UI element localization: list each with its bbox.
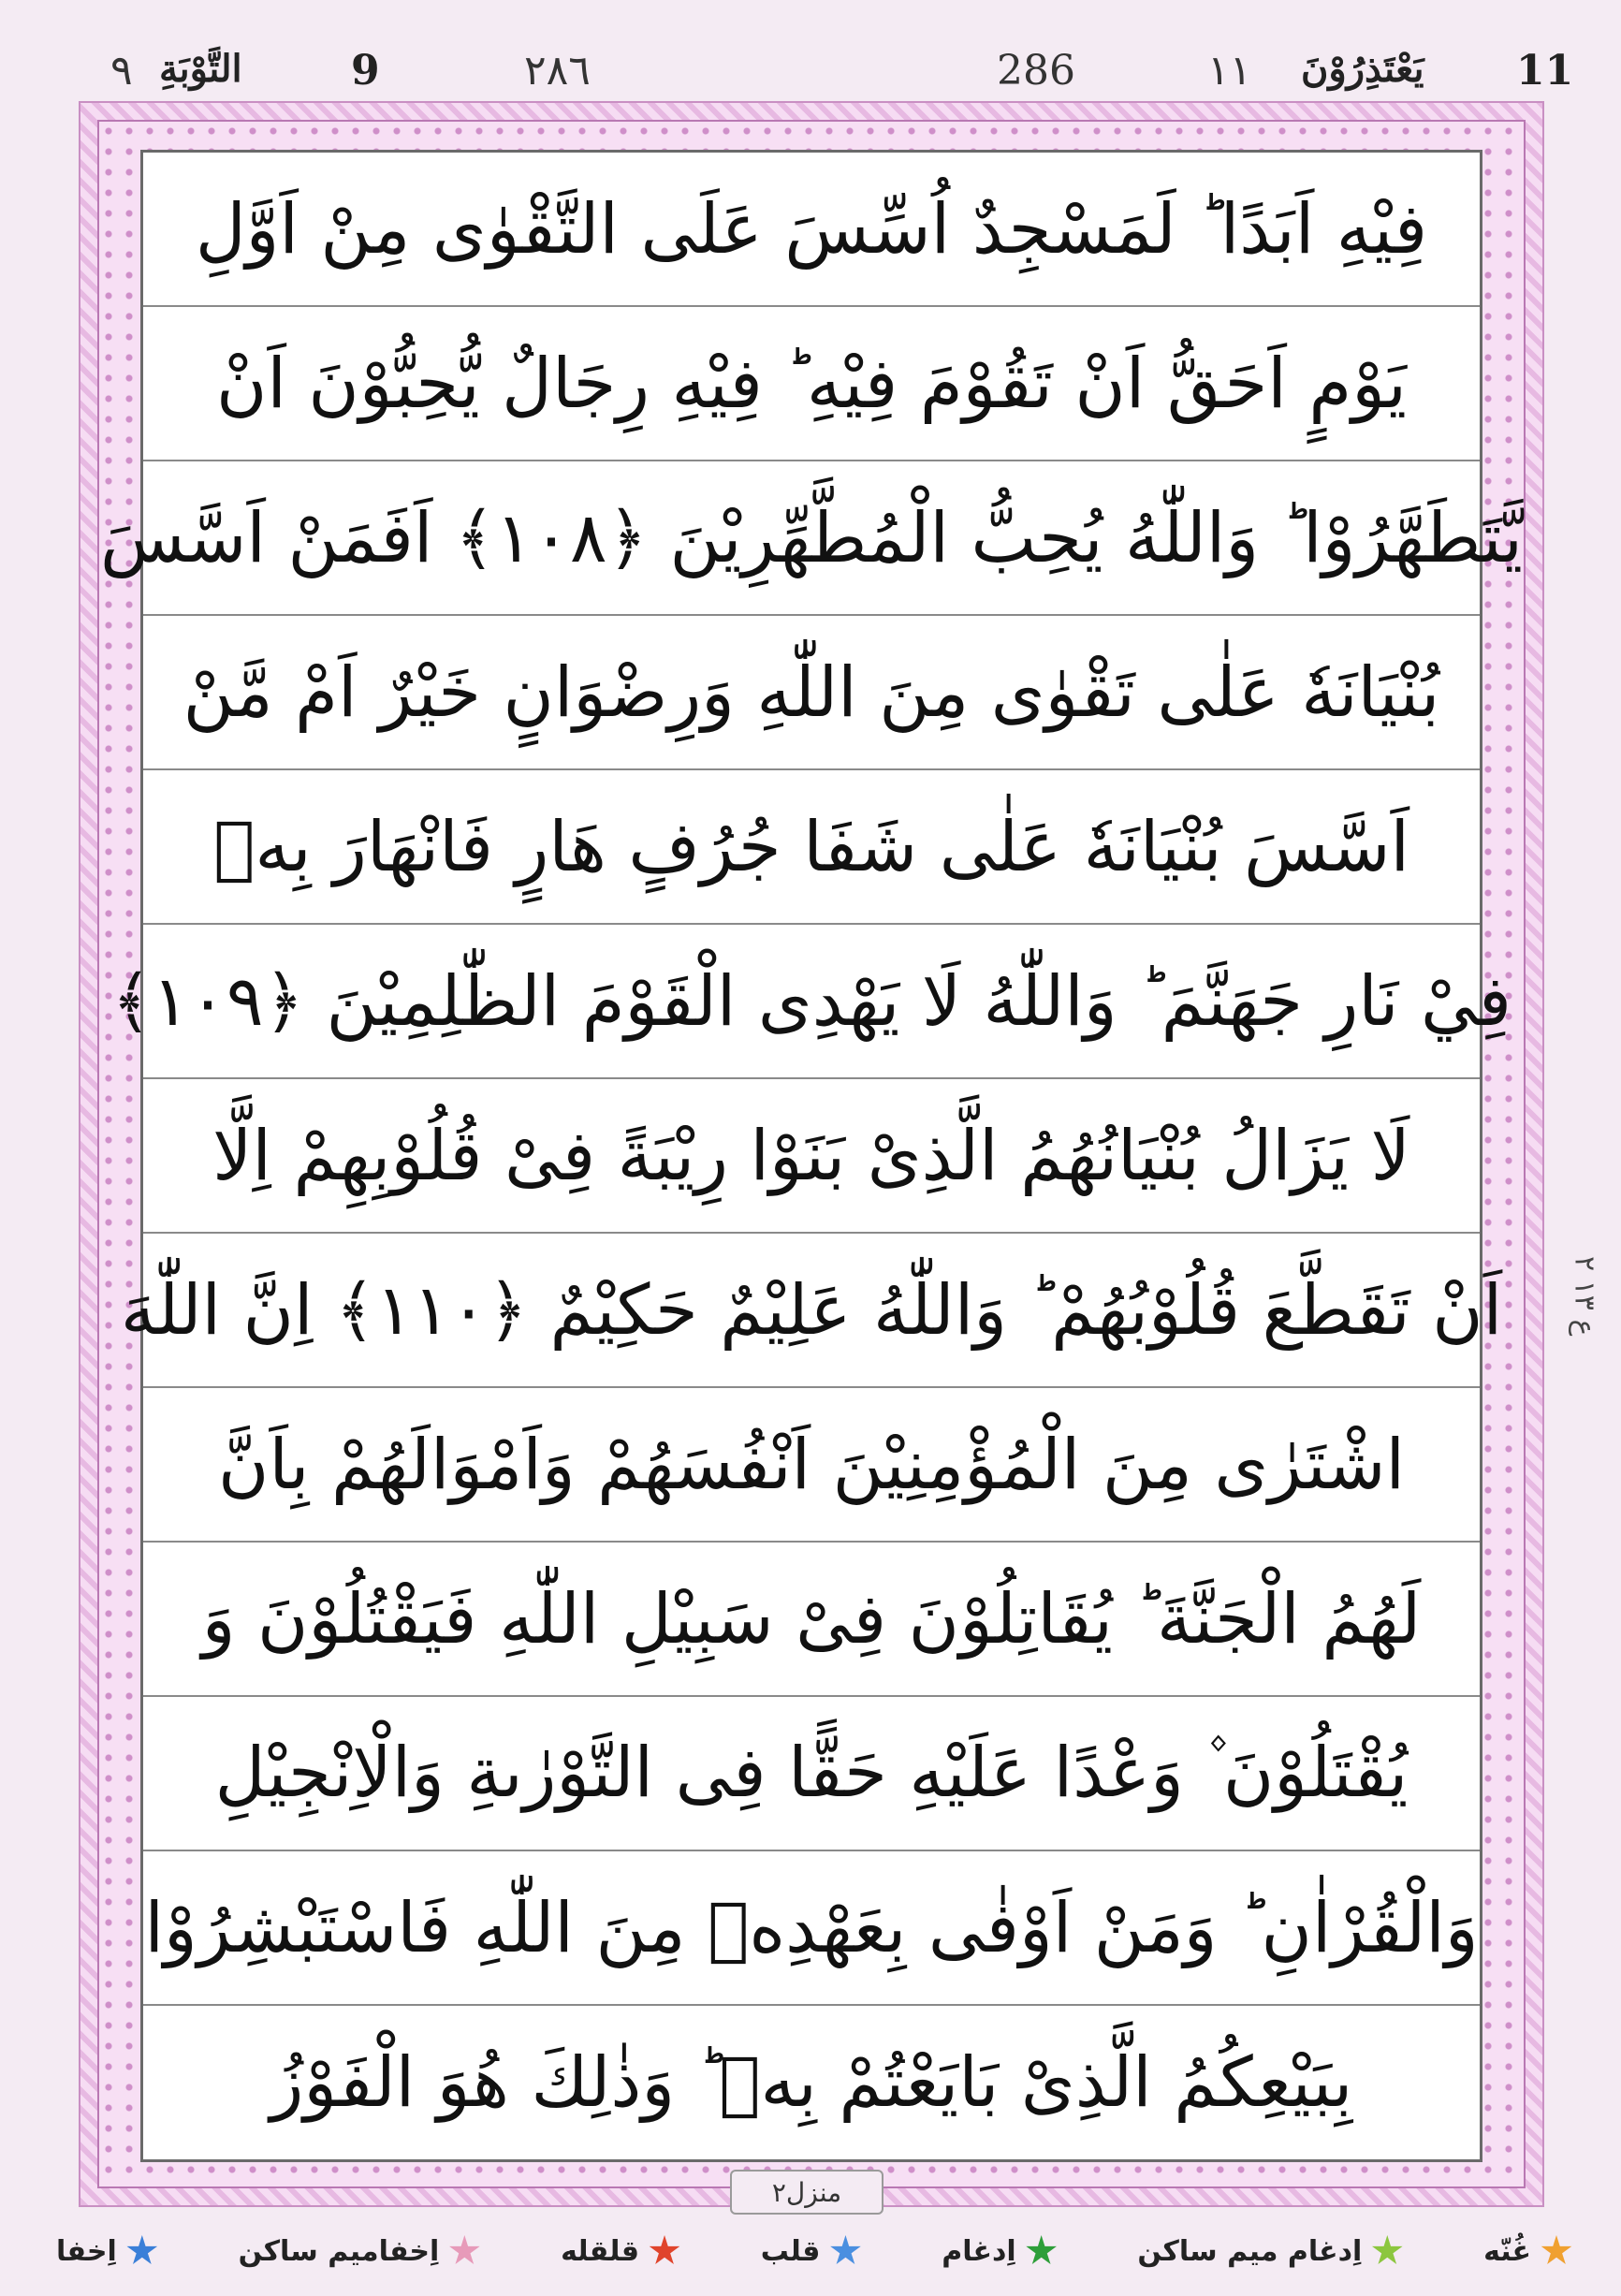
legend-item: قلقله — [561, 2235, 680, 2268]
verse-line-2: يَوْمٍ اَحَقُّ اَنْ تَقُوْمَ فِيْهِ ؕ فِيْهِ رِجَالٌ يُّحِبُّوْنَ اَنْ — [143, 307, 1480, 461]
star-icon — [1371, 2235, 1403, 2267]
surah-number: 9 — [351, 47, 380, 95]
verse-line-12: وَالْقُرْاٰنِ ؕ وَمَنْ اَوْفٰى بِعَهْدِهٖ مِنَ اللّٰهِ فَاسْتَبْشِرُوْا — [143, 1851, 1480, 2006]
star-icon — [829, 2235, 861, 2267]
page-header — [0, 0, 1621, 112]
verse-line-4: بُنْيَانَهٗ عَلٰى تَقْوٰى مِنَ اللّٰهِ وَرِضْوَانٍ خَيْرٌ اَمْ مَّنْ — [143, 616, 1480, 770]
juz-number: 11 — [1516, 47, 1574, 95]
page-number-arabic: ٢٨٦ — [524, 47, 591, 95]
legend-item: اِخفا — [56, 2235, 158, 2268]
page-number: 286 — [997, 47, 1075, 95]
star-icon — [1026, 2235, 1058, 2267]
legend-item: اِخفامیم ساکن — [239, 2235, 481, 2268]
star-icon — [1541, 2235, 1572, 2267]
verse-line-7: لَا يَزَالُ بُنْيَانُهُمُ الَّذِىْ بَنَوْا رِيْبَةً فِىْ قُلُوْبِهِمْ اِلَّا — [143, 1079, 1480, 1234]
juz-name: يَعْتَذِرُوْنَ — [1301, 47, 1424, 91]
verse-line-5: اَسَّسَ بُنْيَانَهٗ عَلٰى شَفَا جُرُفٍ هَارٍ فَانْهَارَ بِهٖ — [143, 770, 1480, 925]
verse-line-13: بِبَيْعِكُمُ الَّذِىْ بَايَعْتُمْ بِهٖ ؕ وَذٰلِكَ هُوَ الْفَوْزُ — [270, 2042, 1353, 2123]
verse-line-6: فِيْ نَارِ جَهَنَّمَ ؕ وَاللّٰهُ لَا يَهْدِى الْقَوْمَ الظّٰلِمِيْنَ ﴿١٠٩﴾ — [143, 925, 1480, 1079]
star-icon — [448, 2235, 480, 2267]
star-icon — [126, 2235, 158, 2267]
legend-item: غُنّه — [1483, 2235, 1572, 2268]
verse-line-8: اَنْ تَقَطَّعَ قُلُوْبُهُمْ ؕ وَاللّٰهُ عَلِيْمٌ حَكِيْمٌ ﴿١١٠﴾ اِنَّ اللّٰهَ — [143, 1234, 1480, 1388]
surah-number-arabic: ٩ — [110, 47, 133, 95]
legend-item: اِدغام میم ساکن — [1137, 2235, 1403, 2268]
manzil-tab: منزل٢ — [730, 2170, 884, 2215]
juz-number-arabic: ١١ — [1207, 47, 1252, 95]
verse-line-9: اشْتَرٰى مِنَ الْمُؤْمِنِيْنَ اَنْفُسَهُمْ وَاَمْوَالَهُمْ بِاَنَّ — [143, 1388, 1480, 1543]
verse-line-11: يُقْتَلُوْنَ ۫ وَعْدًا عَلَيْهِ حَقًّا فِى التَّوْرٰىةِ وَالْاِنْجِيْلِ — [143, 1697, 1480, 1851]
tajweed-legend — [56, 2223, 1572, 2279]
verse-line-1: فِيْهِ اَبَدًا ؕ لَمَسْجِدٌ اُسِّسَ عَلَى التَّقْوٰى مِنْ اَوَّلِ — [143, 153, 1480, 307]
star-icon — [649, 2235, 680, 2267]
text-panel — [100, 150, 1523, 2162]
legend-item: قلب — [761, 2235, 862, 2268]
verse-line-3: يَّتَطَهَّرُوْا ؕ وَاللّٰهُ يُحِبُّ الْمُطَّهِّرِيْنَ ﴿١٠٨﴾ اَفَمَنْ اَسَّسَ — [143, 461, 1480, 616]
ruku-marker: ع ١٣ ٢ — [1568, 1256, 1601, 1337]
legend-item: اِدغام — [942, 2235, 1057, 2268]
surah-name: التَّوْبَةِ — [159, 47, 242, 91]
verse-line-10: لَهُمُ الْجَنَّةَ ؕ يُقَاتِلُوْنَ فِىْ سَبِيْلِ اللّٰهِ فَيَقْتُلُوْنَ وَ — [143, 1543, 1480, 1697]
